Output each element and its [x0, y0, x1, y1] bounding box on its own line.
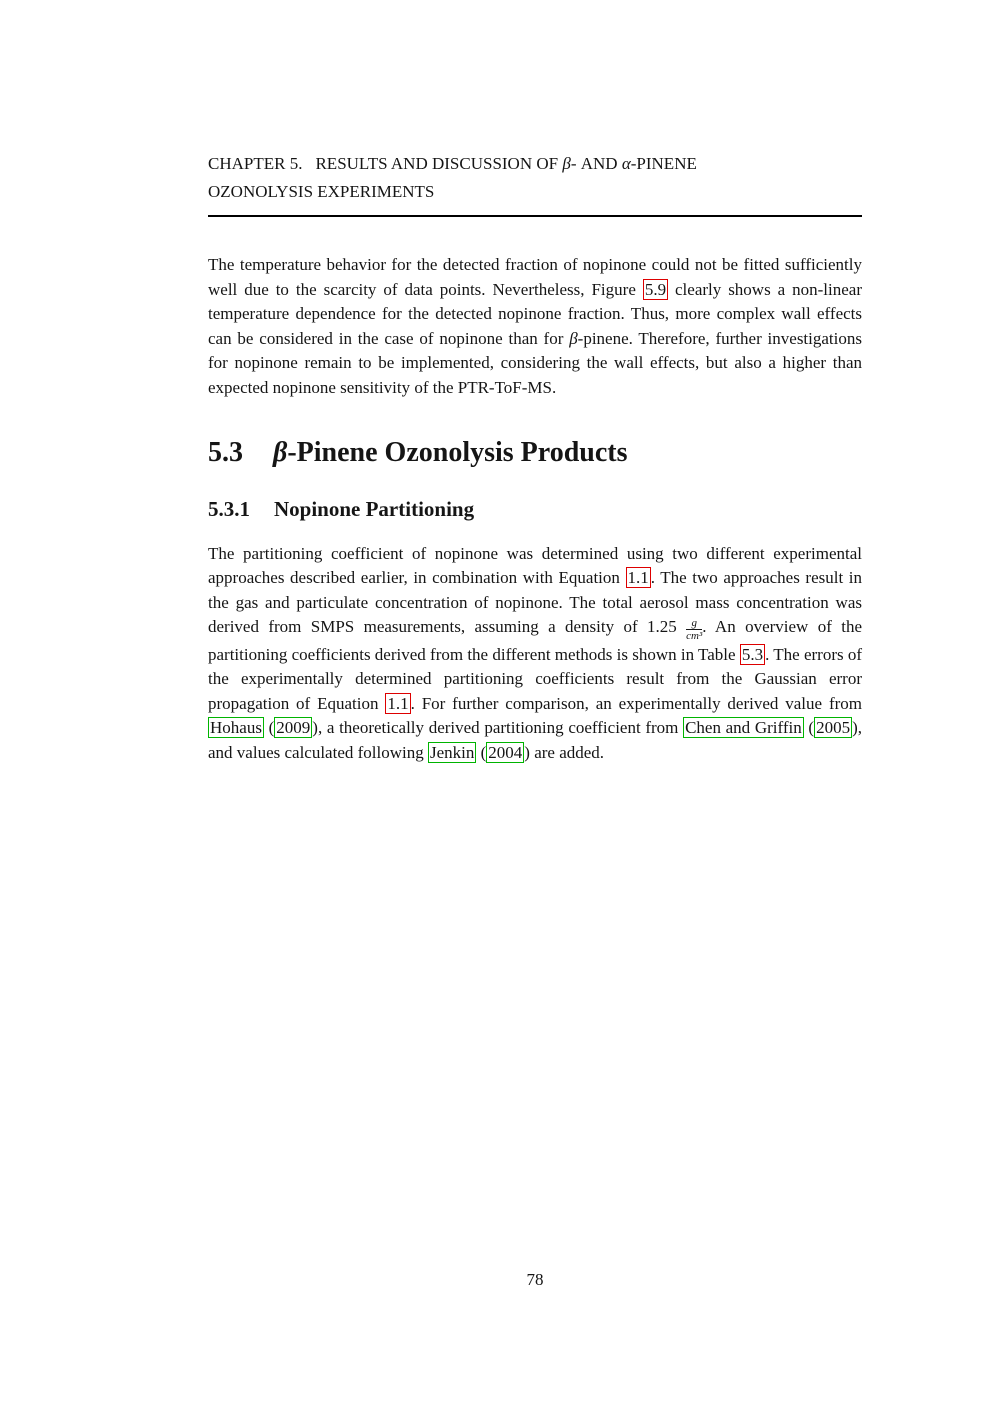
equation-ref[interactable]: 1.1 — [627, 568, 649, 588]
figure-ref[interactable]: 5.9 — [644, 279, 667, 299]
text-run: RESULTS AND DISCUSSION OF — [315, 154, 563, 173]
beta-symbol: β — [562, 154, 571, 173]
text-run: The temperature behavior for the detected fraction of nopinone could not be fitted sufficiently well due to the scarcity of data points. Nevertheless, Figure — [208, 255, 862, 299]
citation-year-link[interactable]: 2009 — [276, 718, 311, 738]
subsection-title: Nopinone Partitioning — [274, 496, 475, 521]
section-title: -Pinene Ozonolysis Products — [287, 437, 628, 468]
text-run: - AND — [570, 154, 622, 173]
beta-symbol: β — [569, 328, 578, 348]
page-content — [208, 150, 862, 765]
section-heading — [208, 436, 862, 470]
text-run: ( — [803, 718, 815, 738]
text-run: . An overview of the partitioning coefficients derived from the different methods is shown in Table — [208, 617, 863, 664]
citation-year-link[interactable]: 2004 — [488, 742, 523, 762]
beta-symbol: β — [273, 437, 288, 468]
text-run: . The two approaches result in the gas and particulate concentration of nopinone. The total aerosol mass concentration was derived from SMPS measurements, assuming a density of 1.25 — [208, 568, 863, 637]
text-run: -pinene. Therefore, further investigations for nopinone remain to be implemented, considering the wall effects, but also a higher than expected nopinone sensitivity of the PTR-ToF-MS. — [208, 328, 862, 397]
citation-author-link[interactable]: Jenkin — [429, 742, 475, 762]
section-number: 5.3 — [208, 437, 243, 468]
text-run: ( — [263, 718, 275, 738]
chapter-header-line1 — [208, 150, 862, 178]
table-ref[interactable]: 5.3 — [741, 644, 764, 664]
text-run: ) are added. — [524, 742, 605, 762]
fraction-denominator: cm³ — [686, 630, 703, 643]
subsection-heading — [208, 497, 862, 522]
chapter-header — [208, 150, 862, 217]
alpha-symbol: α — [621, 154, 631, 173]
text-run: ( — [476, 742, 487, 762]
citation-author-link[interactable]: Hohaus — [210, 718, 262, 738]
density-unit-fraction — [686, 617, 702, 643]
chapter-label: CHAPTER 5. — [208, 154, 303, 173]
paragraph-temperature-behavior — [208, 253, 862, 400]
paragraph-partitioning — [208, 542, 862, 766]
text-run: clearly shows a non-linear temperature dependence for the detected nopinone fraction. Thus, more complex wall effects can be considered in the case of nopinone than for — [208, 279, 862, 348]
header-rule — [208, 215, 862, 217]
equation-ref[interactable]: 1.1 — [387, 693, 409, 713]
text-run: . The errors of the experimentally determined partitioning coefficients result from the Gaussian error propagation of Equation — [208, 644, 863, 713]
subsection-number: 5.3.1 — [208, 496, 250, 521]
fraction-numerator: g — [691, 616, 697, 629]
citation-author-link[interactable]: Chen and Griffin — [685, 718, 802, 738]
citation-year-link[interactable]: 2005 — [816, 718, 851, 738]
text-run: . For further comparison, an experimentally derived value from — [410, 693, 862, 713]
text-run: ), and values calculated following — [208, 718, 862, 762]
chapter-header-line2: OZONOLYSIS EXPERIMENTS — [208, 182, 435, 201]
page-number: 78 — [526, 1270, 544, 1289]
text-run: ), a theoretically derived partitioning coefficient from — [312, 718, 684, 738]
text-run: The partitioning coefficient of nopinone was determined using two different experimental approaches described earlier, in combination with Equation — [208, 543, 862, 588]
text-run: -PINENE — [630, 154, 697, 173]
